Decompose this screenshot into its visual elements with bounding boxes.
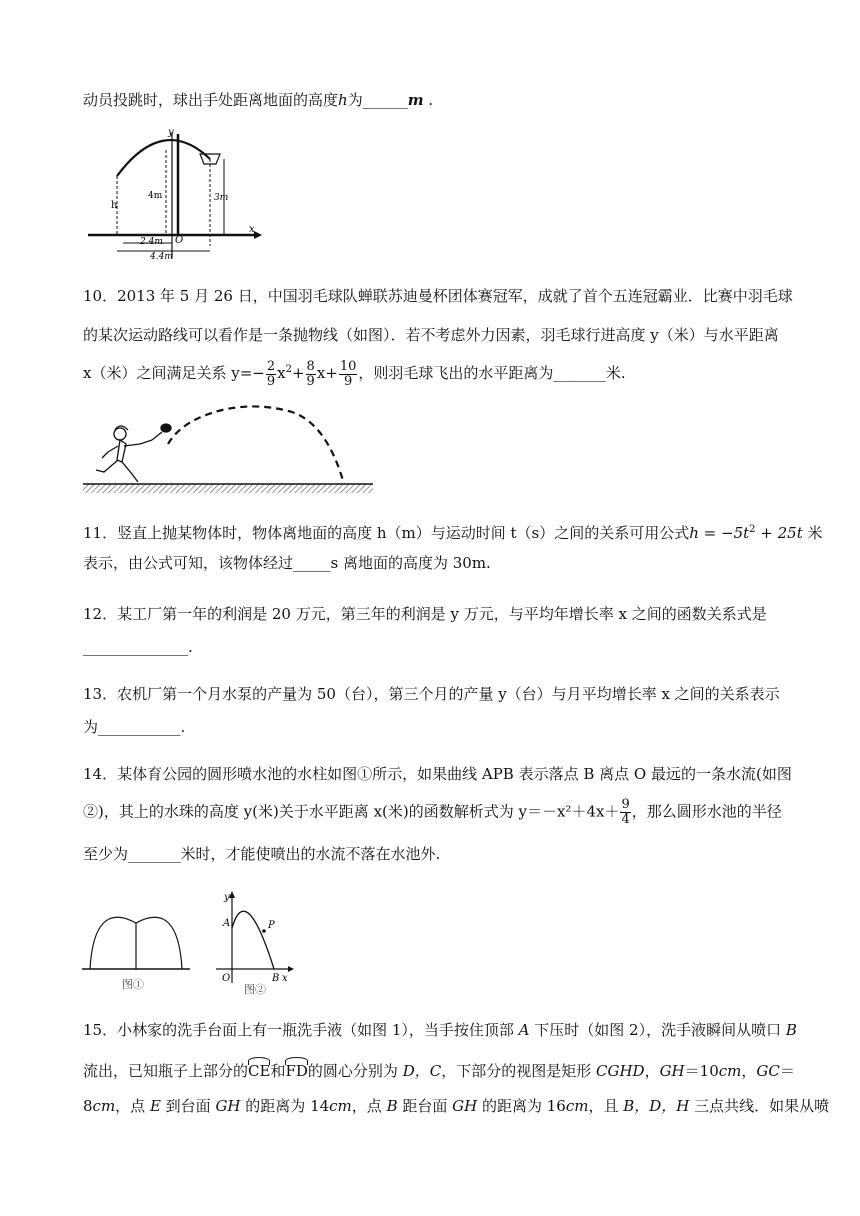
q14-line2: ②)，其上的水珠的高度 y(米)关于水平距离 x(米)的函数解析式为 y＝－x²＋4x＋ $\frac{9}{4}$ ，那么圆形水池的半径 <box>83 797 782 827</box>
q12-line2: ______________. <box>83 638 193 656</box>
q13-line1: 13．农机厂第一个月水泵的产量为 50（台），第三个月的产量 y（台）与月平均增长率 x 之间的关系表示 <box>83 685 780 703</box>
p-label: P <box>268 920 275 931</box>
right-arc <box>136 917 182 969</box>
q14-line3: 至少为_______米时，才能使喷出的水流不落在水池外. <box>83 845 441 863</box>
4.4m-label: 4.4m <box>150 252 173 261</box>
x-label: x <box>282 973 288 984</box>
fountain-figure-2 <box>212 888 300 995</box>
q9-line: 动员投跳时，球出手处距离地面的高度h为______m . <box>83 91 434 109</box>
point-p <box>262 929 266 933</box>
b-label: B <box>272 973 280 984</box>
y-arrow <box>229 891 235 898</box>
arc-ce: CE <box>248 1058 270 1081</box>
q15-line2: 流出，已知瓶子上部分的CE和FD的圆心分别为 D，C，下部分的视图是矩形 CGHD，GH＝10cm，GC＝ <box>83 1058 795 1081</box>
fountain-figure-1 <box>80 895 192 995</box>
q11-line2: 表示，由公式可知，该物体经过_____s 离地面的高度为 30m. <box>83 554 491 572</box>
badminton-figure <box>82 400 374 496</box>
y-label: y <box>168 127 174 138</box>
2.4m-label: 2.4m <box>140 237 163 247</box>
4m-label: 4m <box>148 191 163 201</box>
fraction-9-4: $\frac{9}{4}$ <box>621 797 630 827</box>
fraction-8-9: $\frac{8}{9}$ <box>306 358 315 389</box>
a-label: A <box>223 918 231 929</box>
ball-path <box>117 140 210 176</box>
h-label: h <box>111 200 118 211</box>
q12-line1: 12．某工厂第一年的利润是 20 万元，第三年的利润是 y 万元，与平均年增长率 x 之间的函数关系式是 <box>83 605 767 623</box>
figure-2-label: 图② <box>244 983 266 995</box>
player-icon <box>96 424 171 482</box>
q14-line1: 14．某体育公园的圆形喷水池的水柱如图①所示，如果曲线 APB 表示落点 B 离点 O 最远的一条水流(如图 <box>83 765 792 783</box>
ground-hatch <box>83 484 373 493</box>
y-label: y <box>224 892 230 903</box>
q15-line1: 15．小林家的洗手台面上有一瓶洗手液（如图 1），当手按住顶部 A 下压时（如图 2），洗手液瞬间从喷口 B <box>83 1021 797 1039</box>
q13-line2: 为___________. <box>83 718 186 736</box>
o-label: O <box>222 973 231 984</box>
figure-1-label: 图① <box>122 978 144 991</box>
x-label: x <box>249 224 255 235</box>
o-label: O <box>175 235 184 246</box>
q10-line3: x（米）之间满足关系 y=− $\frac{2}{9}$ $x^2+$ $\frac{8}{9}$ x+ $\frac{10}{9}$ ，则羽毛球飞出的水平距离为_______米. <box>83 358 626 389</box>
arc-fd: FD <box>285 1058 307 1081</box>
fraction-2-9: $\frac{2}{9}$ <box>266 358 276 389</box>
q15-line3: 8cm，点 E 到台面 GH 的距离为 14cm，点 B 距台面 GH 的距离为 16cm，且 B，D，H 三点共线．如果从喷 <box>83 1097 830 1115</box>
q11-line1: 11．竖直上抛某物体时，物体离地面的高度 h（m）与运动时间 t（s）之间的关系可用公式$h = -5t^2 + 25t$ 米 <box>83 524 823 542</box>
q10-line1: 10．2013 年 5 月 26 日，中国羽毛球队蝉联苏迪曼杯团体赛冠军，成就了首个五连冠霸业．比赛中羽毛球 <box>83 287 793 305</box>
shuttle-path <box>168 406 344 484</box>
basketball-figure <box>86 126 266 261</box>
fraction-10-9: $\frac{10}{9}$ <box>339 358 357 389</box>
left-arc <box>90 917 136 969</box>
x-arrow <box>288 966 294 972</box>
3m-label: 3m <box>214 193 229 203</box>
q10-line2: 的某次运动路线可以看作是一条抛物线（如图）．若不考虑外力因素，羽毛球行进高度 y（米）与水平距离 <box>83 326 779 344</box>
x-arrow <box>254 231 262 239</box>
